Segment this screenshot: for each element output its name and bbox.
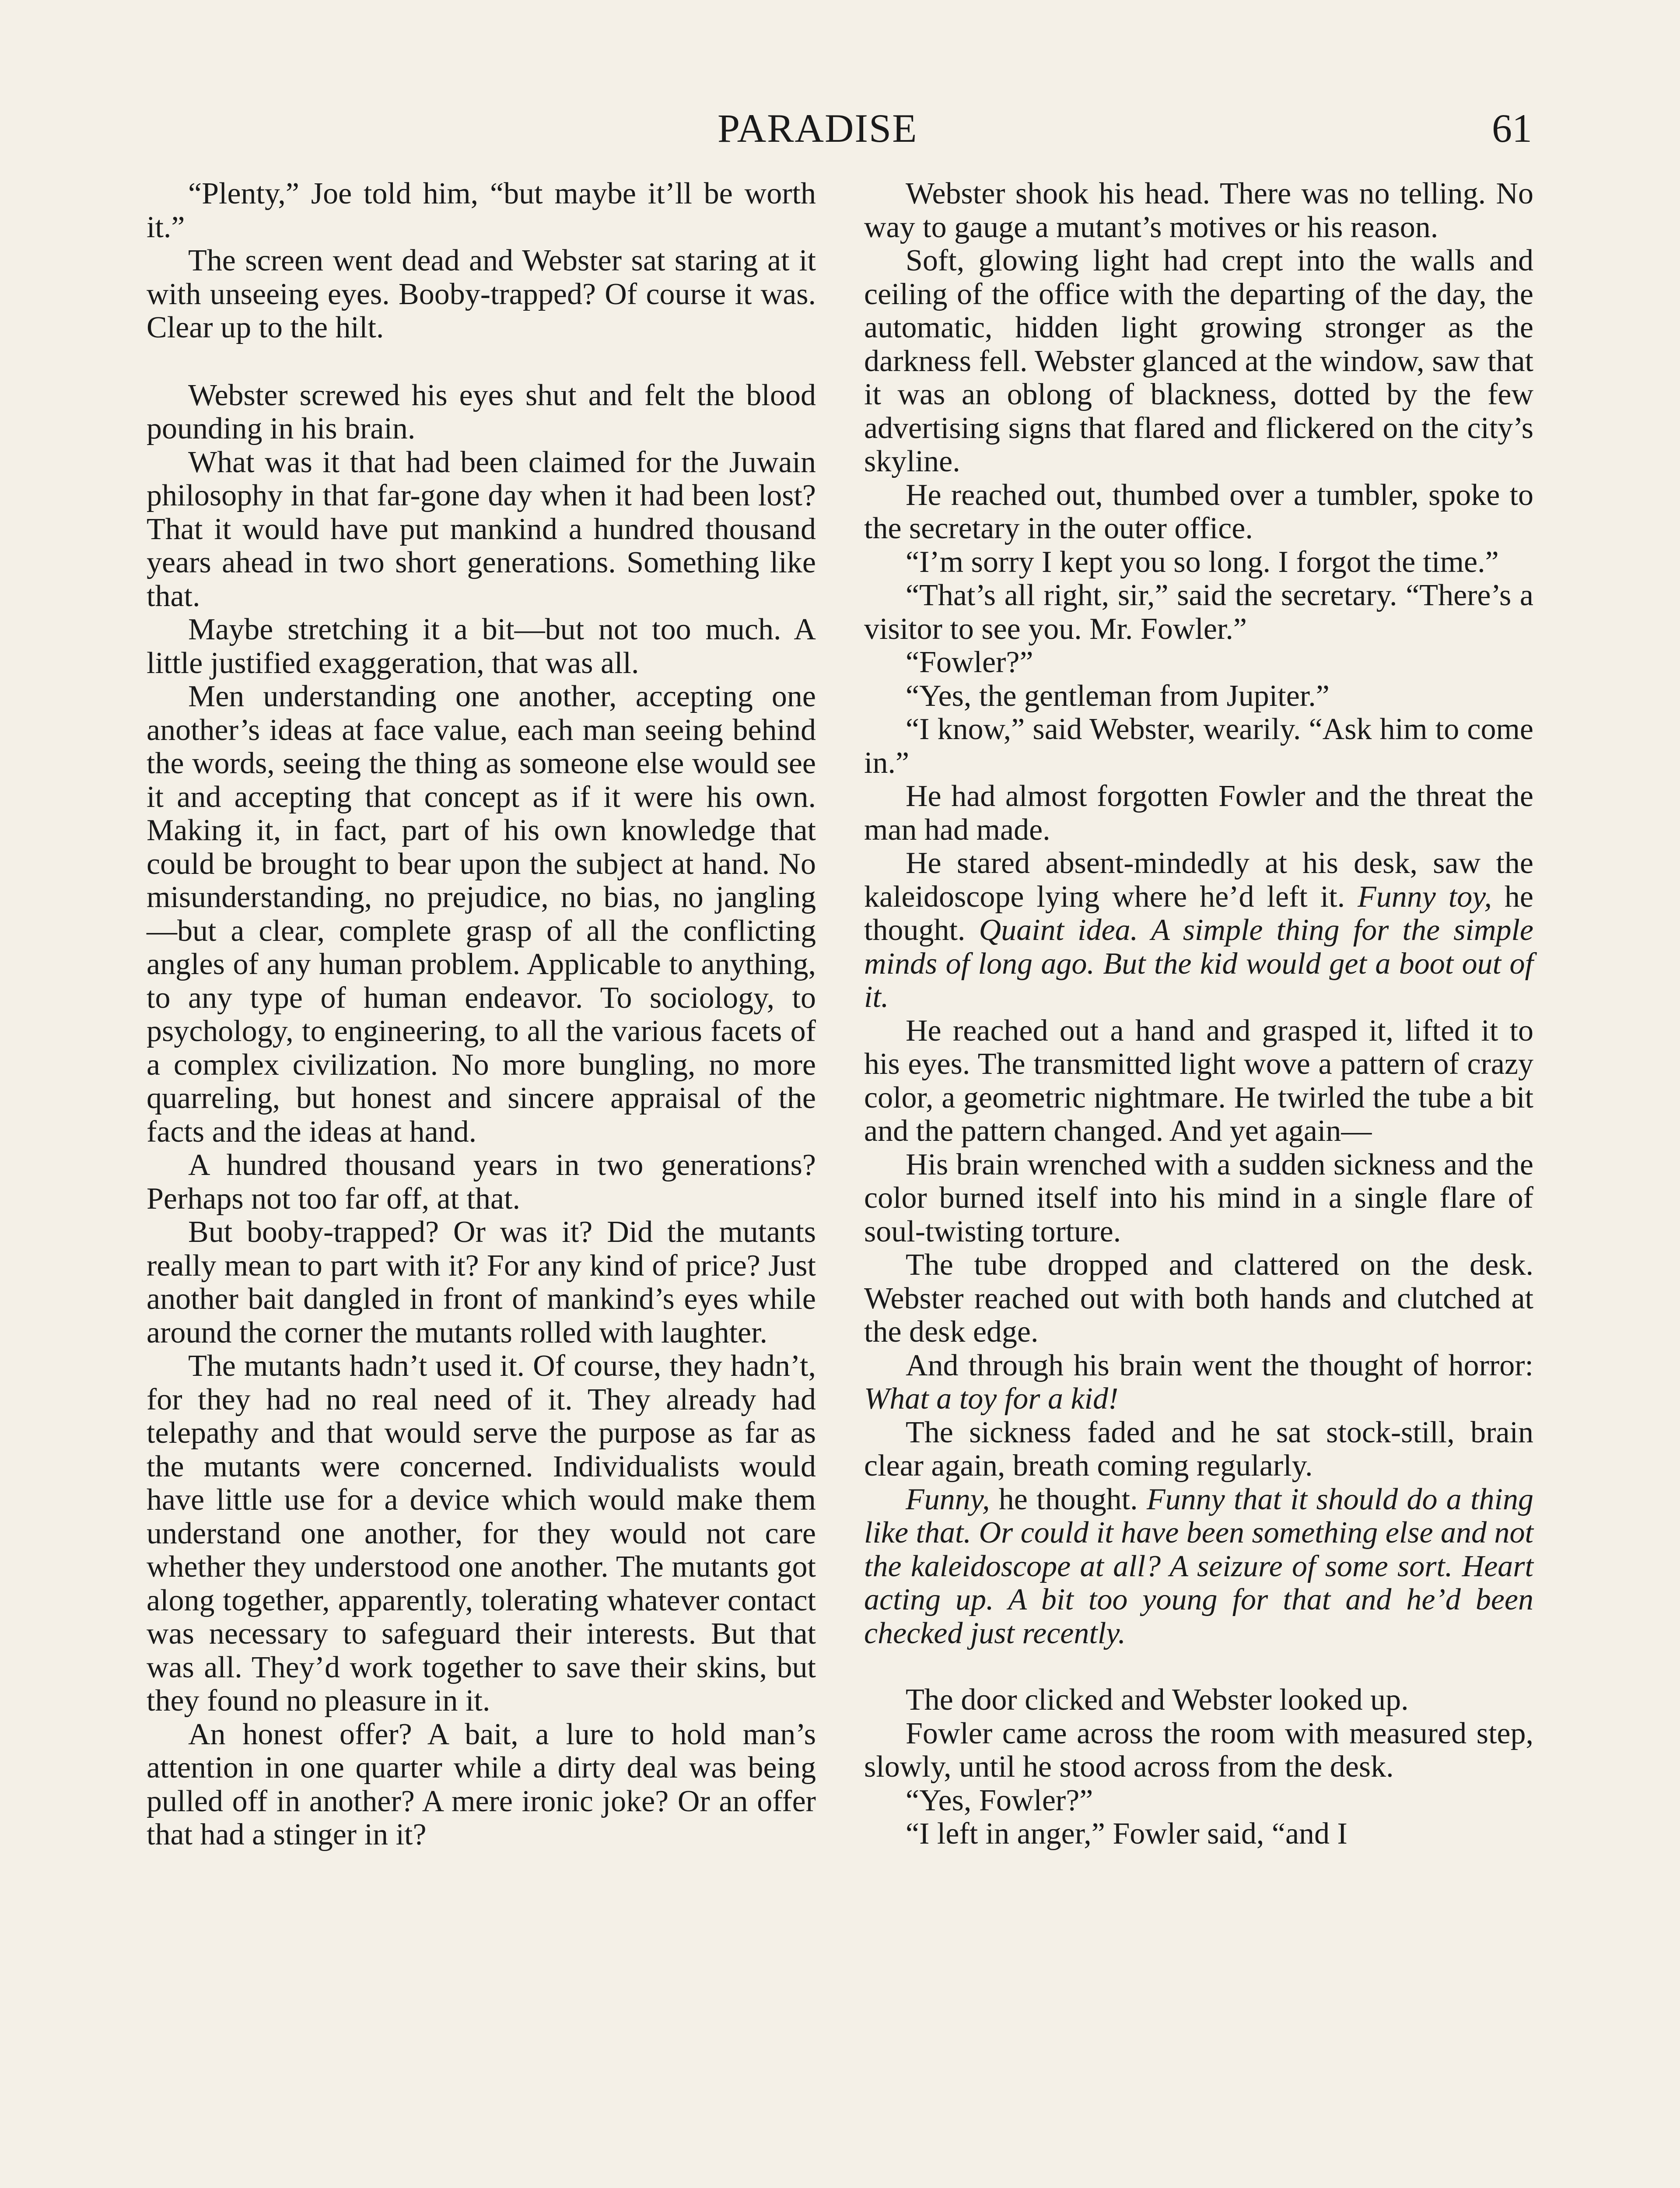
- text-run: he thought.: [990, 1482, 1147, 1516]
- paragraph: Soft, glowing light had crept into the walls and ceiling of the office with the departing of the day, the automatic, hidden light growing stronger as the darkness fell. Webster glanced at the window, saw that it was an oblong of blackness, dotted by the few advertising signs that flared and flickered on the city’s skyline.: [864, 244, 1533, 478]
- paragraph: “I’m sorry I kept you so long. I forgot the time.”: [906, 545, 1499, 579]
- running-head: PARADISE: [718, 106, 918, 151]
- paragraph: “I left in anger,” Fowler said, “and I: [906, 1817, 1348, 1851]
- paragraph: An honest offer? A bait, a lure to hold man’s attention in one quarter while a dirty deal was being pulled off in another? A mere ironic joke? Or an offer that had a stinger in it?: [147, 1717, 816, 1851]
- paragraph: He reached out, thumbed over a tumbler, spoke to the secretary in the outer office.: [864, 478, 1533, 545]
- page-number: 61: [1492, 106, 1532, 151]
- italic-text-run: Quaint idea. A simple thing for the simple minds of long ago. But the kid would get a boot out of it.: [864, 913, 1533, 1014]
- paragraph: The tube dropped and clattered on the desk. Webster reached out with both hands and clutched at the desk edge.: [864, 1248, 1533, 1349]
- text-run: He stared absent-mindedly at his desk, saw the kaleidoscope lying where he’d left it.: [864, 846, 1533, 914]
- paragraph: “Yes, the gentleman from Jupiter.”: [906, 679, 1330, 713]
- paragraph: A hundred thousand years in two generations? Perhaps not too far off, at that.: [147, 1148, 816, 1216]
- paragraph: [864, 847, 1533, 1014]
- paragraph: His brain wrenched with a sudden sickness and the color burned itself into his mind in a single flare of soul-twisting torture.: [864, 1147, 1533, 1248]
- paragraph: He reached out a hand and grasped it, lifted it to his eyes. The transmitted light wove a pattern of crazy color, a geometric nightmare. He twirled the tube a bit and the pattern changed. And yet again—: [864, 1013, 1533, 1148]
- paragraph: Maybe stretching it a bit—but not too much. A little justified exaggeration, that was all.: [147, 613, 816, 680]
- paragraph: “I know,” said Webster, wearily. “Ask him to come in.”: [864, 712, 1533, 780]
- paragraph: Webster screwed his eyes shut and felt the blood pounding in his brain.: [147, 378, 816, 445]
- right-column: [864, 177, 1533, 1851]
- italic-text-run: Funny toy,: [1358, 880, 1492, 914]
- paragraph: The door clicked and Webster looked up.: [906, 1683, 1409, 1717]
- left-column: [147, 177, 816, 1852]
- paragraph: He had almost forgotten Fowler and the threat the man had made.: [864, 779, 1533, 847]
- paragraph: [864, 1349, 1533, 1416]
- text-run: he thought.: [864, 880, 1533, 947]
- italic-text-run: What a toy for a kid!: [864, 1382, 1119, 1416]
- paragraph: Men understanding one another, accepting one another’s ideas at face value, each man seeing behind the words, seeing the thing as someone else would see it and accepting that concept as if it were his own. Making it, in fact, part of his own knowledge that could be brought to bear upon the subject at hand. No misunderstanding, no prejudice, no bias, no jangling—but a clear, complete grasp of all the conflicting angles of any human problem. Applicable to anything, to any type of human endeavor. To sociology, to psychology, to engineering, to all the various facets of a complex civilization. No more bungling, no more quarreling, but honest and sincere appraisal of the facts and the ideas at hand.: [147, 680, 816, 1149]
- paragraph: “Plenty,” Joe told him, “but maybe it’ll be worth it.”: [147, 177, 816, 244]
- page-header: [0, 105, 1680, 158]
- italic-text-run: Funny that it should do a thing like that. Or could it have been something else and not the kaleidoscope at all? A seizure of some sort. Heart acting up. A bit too young for that and he’d been checked just recently.: [864, 1482, 1533, 1650]
- paragraph: “Yes, Fowler?”: [906, 1783, 1093, 1817]
- paragraph: The screen went dead and Webster sat staring at it with unseeing eyes. Booby-trapped? Of course it was. Clear up to the hilt.: [147, 244, 816, 344]
- paragraph: Webster shook his head. There was no telling. No way to gauge a mutant’s motives or his reason.: [864, 177, 1533, 244]
- paragraph: The mutants hadn’t used it. Of course, they hadn’t, for they had no real need of it. They already had telepathy and that would serve the purpose as far as the mutants were concerned. Individualists would have little use for a device which would make them understand one another, for they would not care whether they understood one another. The mutants got along together, apparently, tolerating whatever contact was necessary to safeguard their interests. But that was all. They’d work together to save their skins, but they found no pleasure in it.: [147, 1349, 816, 1718]
- paragraph: Fowler came across the room with measured step, slowly, until he stood across from the desk.: [864, 1716, 1533, 1784]
- paragraph: “That’s all right, sir,” said the secretary. “There’s a visitor to see you. Mr. Fowler.”: [864, 579, 1533, 646]
- paragraph: What was it that had been claimed for the Juwain philosophy in that far-gone day when it had been lost? That it would have put mankind a hundred thousand years ahead in two short generations. Something like that.: [147, 445, 816, 613]
- paragraph: [864, 1483, 1533, 1651]
- paragraph: The sickness faded and he sat stock-still, brain clear again, breath coming regularly.: [864, 1415, 1533, 1483]
- paragraph: “Fowler?”: [906, 645, 1033, 679]
- italic-text-run: Funny,: [906, 1482, 990, 1516]
- text-run: And through his brain went the thought of horror:: [906, 1348, 1533, 1382]
- paragraph: But booby-trapped? Or was it? Did the mutants really mean to part with it? For any kind of price? Just another bait dangled in front of mankind’s eyes while around the corner the mutants rolled with laughter.: [147, 1215, 816, 1350]
